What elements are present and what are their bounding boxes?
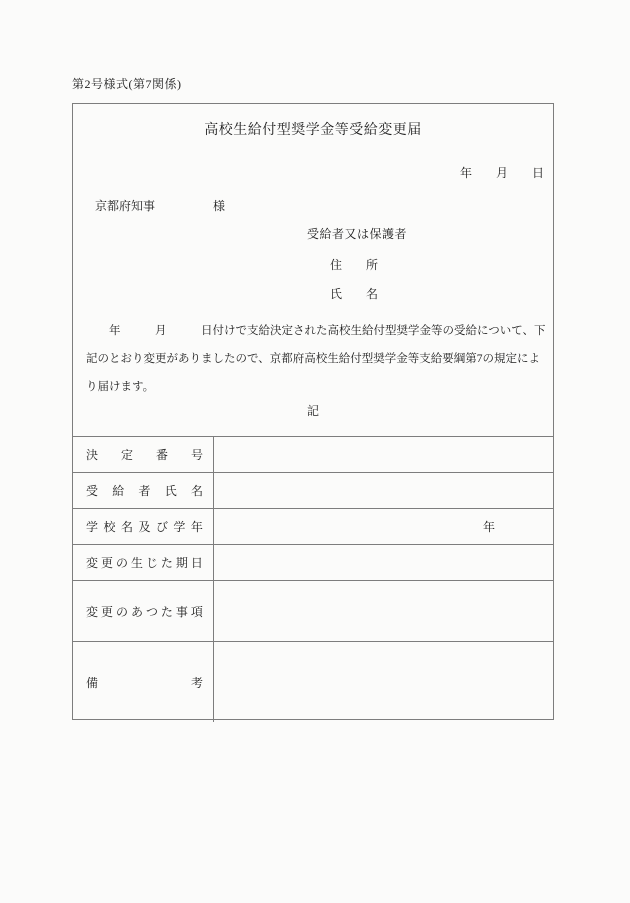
body-line: 年 月 日付けで支給決定された高校生給付型奨学金等の受給について、下 — [86, 325, 546, 337]
row-label: 備 考 — [86, 675, 203, 690]
row-label-cell — [73, 545, 214, 580]
row-label-cell — [73, 509, 214, 544]
row-value-cell — [214, 473, 553, 508]
date-line: 年 月 日 — [459, 166, 544, 180]
recipient-heading: 受給者又は保護者 — [307, 227, 408, 241]
row-label-cell — [73, 642, 214, 722]
table-row — [73, 581, 553, 642]
record-marker: 記 — [306, 404, 319, 418]
addressee-line — [95, 197, 225, 214]
name-label: 氏 名 — [330, 287, 379, 301]
form-title: 高校生給付型奨学金等受給変更届 — [204, 123, 422, 138]
row-value-cell — [214, 642, 553, 722]
body-line: 記のとおり変更がありましたので、京都府高校生給付型奨学金等支給要綱第7の規定によ — [86, 353, 541, 365]
address-label: 住 所 — [330, 258, 379, 272]
form-number-label: 第2号様式(第7関係) — [72, 77, 182, 91]
row-label: 受 給 者 氏 名 — [86, 484, 203, 498]
body-paragraph — [86, 317, 548, 401]
body-line: り届けます。 — [86, 381, 155, 393]
table-row — [73, 509, 553, 545]
row-label-cell — [73, 437, 214, 472]
row-label-cell — [73, 581, 214, 641]
change-table — [73, 436, 553, 722]
row-label: 学 校 名 及 び 学 年 — [86, 520, 203, 534]
honorific-label: 様 — [213, 199, 226, 213]
row-label: 変 更 の あ つ た 事 項 — [86, 604, 203, 619]
row-label: 決 定 番 号 — [86, 448, 203, 462]
year-unit-label: 年 — [482, 520, 495, 534]
row-value-cell — [214, 437, 553, 472]
row-label: 変 更 の 生 じ た 期 日 — [86, 556, 203, 570]
table-row — [73, 437, 553, 473]
row-label-cell — [73, 473, 214, 508]
table-row — [73, 642, 553, 722]
row-value-cell — [214, 509, 553, 544]
form-box — [72, 103, 554, 720]
table-row — [73, 473, 553, 509]
row-value-cell — [214, 545, 553, 580]
row-value-cell — [214, 581, 553, 641]
addressee-label: 京都府知事 — [95, 199, 156, 213]
table-row — [73, 545, 553, 581]
